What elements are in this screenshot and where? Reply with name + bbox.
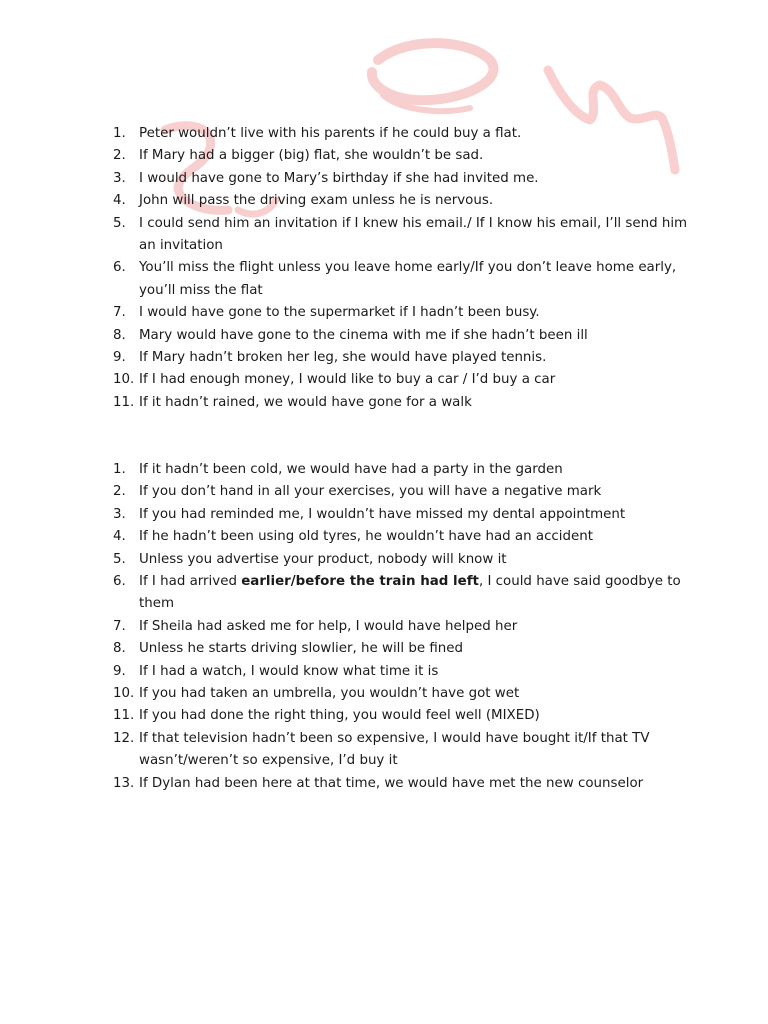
- item-number: 2.: [113, 484, 126, 500]
- list-item: [113, 257, 703, 302]
- item-text: If Mary had a bigger (big) flat, she wouldn’t be sad.: [139, 148, 484, 164]
- item-text-bold: earlier/before the train had left: [241, 574, 479, 590]
- item-number: 12.: [113, 730, 135, 746]
- item-number: 7.: [113, 618, 126, 634]
- item-number: 10.: [113, 686, 135, 702]
- item-number: 6.: [113, 574, 126, 590]
- item-text: Unless he starts driving slowlier, he will be fined: [139, 641, 464, 657]
- list-item: [113, 773, 703, 795]
- item-text: If that television hadn’t been so expensive, I would have bought it/If that TV wasn’t/weren’t so expensive, I’d buy it: [139, 730, 650, 769]
- item-number: 1.: [113, 126, 126, 141]
- item-text: Unless you advertise your product, nobody will know it: [139, 551, 507, 567]
- item-text: John will pass the driving exam unless he is nervous.: [139, 193, 494, 209]
- item-text: If you had reminded me, I wouldn’t have missed my dental appointment: [139, 506, 626, 522]
- list-item: [113, 481, 703, 503]
- item-number: 5.: [113, 215, 126, 231]
- list-item: [113, 728, 703, 773]
- item-text: If Sheila had asked me for help, I would have helped her: [139, 618, 518, 634]
- item-number: 1.: [113, 462, 126, 477]
- list-item: [113, 213, 703, 258]
- item-text: I would have gone to Mary’s birthday if she had invited me.: [139, 170, 539, 186]
- item-text-pre: If I had arrived: [139, 574, 242, 590]
- item-number: 4.: [113, 193, 126, 209]
- list-item: [113, 325, 703, 347]
- item-text: If he hadn’t been using old tyres, he wouldn’t have had an accident: [139, 529, 593, 545]
- item-text: Mary would have gone to the cinema with me if she hadn’t been ill: [139, 327, 588, 343]
- item-text: I could send him an invitation if I knew his email./ If I know his email, I’ll send him an invitation: [139, 215, 688, 254]
- item-number: 8.: [113, 641, 126, 657]
- item-number: 6.: [113, 260, 126, 276]
- list-item: [113, 526, 703, 548]
- list-item: [113, 459, 703, 481]
- item-number: 2.: [113, 148, 126, 164]
- list-item: [113, 705, 703, 727]
- item-text: If you had done the right thing, you would feel well (MIXED): [139, 708, 540, 724]
- item-text: If I had a watch, I would know what time it is: [139, 663, 439, 679]
- item-number: 7.: [113, 305, 126, 321]
- item-number: 9.: [113, 663, 126, 679]
- item-text-post: , I could have said goodbye to them: [139, 574, 681, 612]
- list-item: [113, 616, 703, 638]
- answer-list-1: [113, 123, 703, 414]
- item-text: If I had enough money, I would like to buy a car / I’d buy a car: [139, 372, 556, 388]
- list-item: [113, 392, 703, 414]
- item-number: 8.: [113, 327, 126, 343]
- list-item: [113, 347, 703, 369]
- item-number: 11.: [113, 394, 135, 410]
- item-number: 9.: [113, 350, 126, 366]
- item-number: 3.: [113, 506, 126, 522]
- item-number: 3.: [113, 170, 126, 186]
- list-item: [113, 190, 703, 212]
- list-item: [113, 549, 703, 571]
- item-text: If it hadn’t been cold, we would have had a party in the garden: [139, 462, 563, 477]
- list-item: [113, 638, 703, 660]
- list-item: [113, 369, 703, 391]
- list-item: [113, 571, 703, 616]
- item-text: You’ll miss the flight unless you leave home early/If you don’t leave home early, you’ll miss the flat: [139, 260, 677, 298]
- list-item: [113, 123, 703, 145]
- list-item: [113, 302, 703, 324]
- item-text: Peter wouldn’t live with his parents if he could buy a flat.: [139, 126, 522, 141]
- item-number: 4.: [113, 529, 126, 545]
- list-item: [113, 683, 703, 705]
- list-item: [113, 504, 703, 526]
- list-item: [113, 661, 703, 683]
- answer-list-2: [113, 459, 703, 795]
- list-item: [113, 145, 703, 167]
- item-text: If Dylan had been here at that time, we would have met the new counselor: [139, 775, 644, 791]
- item-text: If you had taken an umbrella, you wouldn’t have got wet: [139, 686, 520, 702]
- item-number: 5.: [113, 551, 126, 567]
- item-text: I would have gone to the supermarket if I hadn’t been busy.: [139, 305, 540, 321]
- item-number: 13.: [113, 775, 135, 791]
- item-number: 11.: [113, 708, 135, 724]
- list-item: [113, 168, 703, 190]
- item-text: If Mary hadn’t broken her leg, she would have played tennis.: [139, 350, 547, 366]
- item-text: If you don’t hand in all your exercises, you will have a negative mark: [139, 484, 602, 500]
- item-text: If it hadn’t rained, we would have gone for a walk: [139, 394, 472, 410]
- item-number: 10.: [113, 372, 135, 388]
